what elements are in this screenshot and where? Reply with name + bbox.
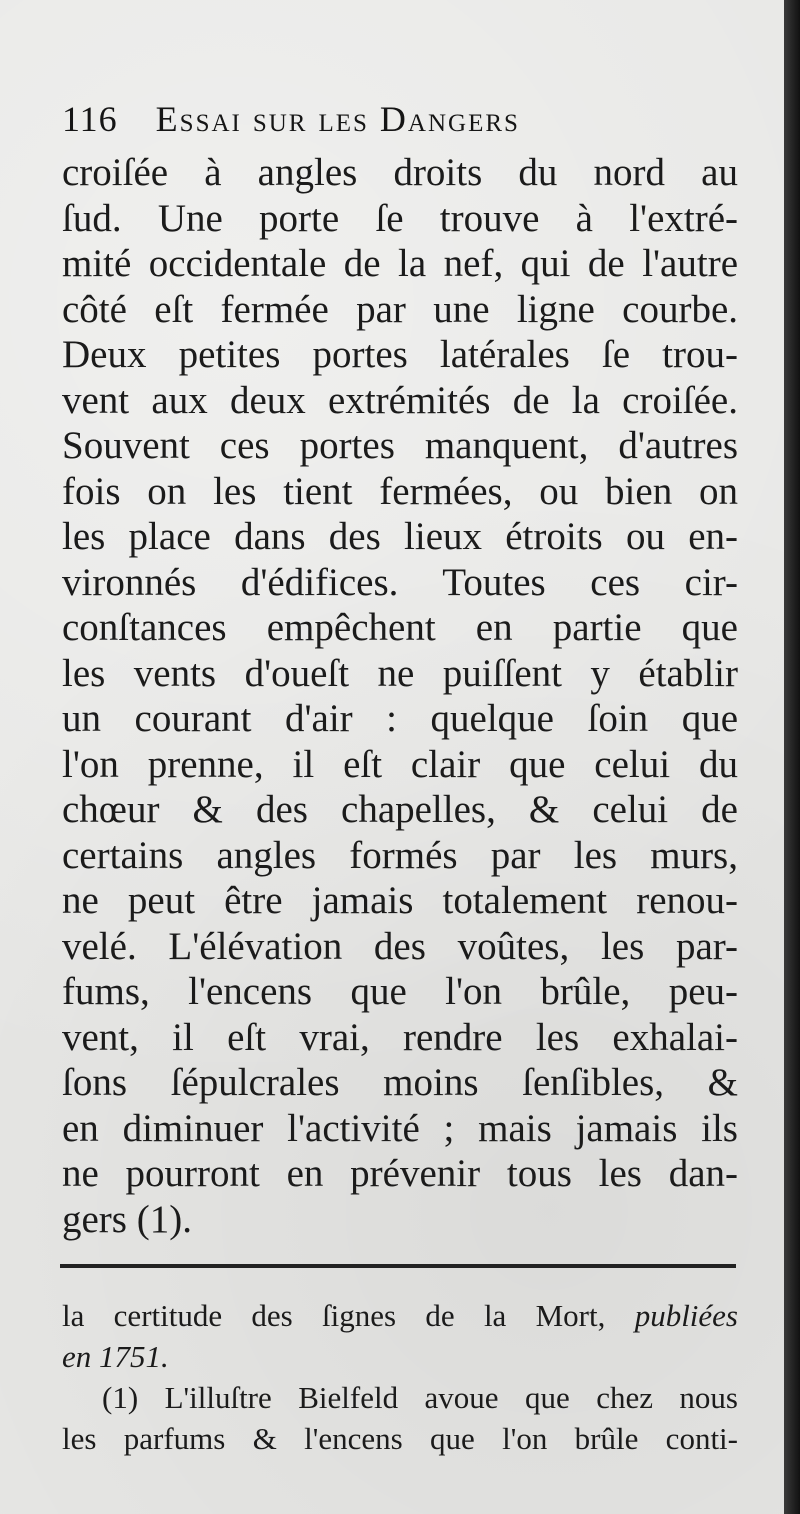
footnote-line	[62, 1336, 738, 1377]
text-line: en diminuer l'activité ; mais jamais ils	[62, 1106, 738, 1150]
text-line: croiſée à angles droits du nord au	[62, 151, 738, 194]
running-title: Essai sur les Dangers	[155, 99, 520, 139]
text-line: un courant d'air : quelque ſoin que	[62, 697, 738, 740]
footnote-text: la certitude des ſignes de la Mort,	[62, 1298, 635, 1333]
footnote-italic-text: publiées	[634, 1298, 738, 1333]
footnotes-block	[62, 1295, 738, 1459]
page-number: 116	[62, 99, 118, 139]
text-line: ne pourront en prévenir tous les dan-	[62, 1152, 738, 1195]
page-header	[62, 98, 742, 146]
footnote-line	[62, 1295, 738, 1336]
text-line: vent aux deux extrémités de la croiſée.	[62, 378, 738, 422]
main-text-block	[62, 150, 738, 1242]
footnote-italic-text: en 1751.	[62, 1339, 169, 1374]
text-line: ſons ſépulcrales moins ſenſibles, &	[62, 1061, 738, 1104]
page-edge-shadow	[784, 0, 800, 1514]
text-line: velé. L'élévation des voûtes, les par-	[62, 924, 738, 968]
text-line: certains angles formés par les murs,	[62, 833, 738, 877]
footnote-divider	[60, 1264, 736, 1268]
footnote-line: les parfums & l'encens que l'on brûle conti-	[62, 1421, 738, 1456]
text-line: vironnés d'édifices. Toutes ces cir-	[62, 560, 738, 604]
text-line: côté eſt fermée par une ligne courbe.	[62, 287, 738, 331]
text-line: chœur & des chapelles, & celui de	[62, 788, 738, 831]
footnote-line: (1) L'illuſtre Bielfeld avoue que chez nous	[102, 1380, 738, 1415]
text-line: les vents d'oueſt ne puiſſent y établir	[62, 651, 738, 695]
text-line: l'on prenne, il eſt clair que celui du	[62, 742, 738, 786]
text-line: fums, l'encens que l'on brûle, peu-	[62, 970, 738, 1013]
text-line: ſud. Une porte ſe trouve à l'extré-	[62, 196, 738, 240]
text-line: conſtances empêchent en partie que	[62, 606, 738, 649]
text-line: les place dans des lieux étroits ou en-	[62, 515, 738, 558]
text-line: Deux petites portes latérales ſe trou-	[62, 333, 738, 376]
text-line: mité occidentale de la nef, qui de l'autre	[62, 242, 738, 285]
text-line: ne peut être jamais totalement renou-	[62, 879, 738, 922]
text-line: fois on les tient fermées, ou bien on	[62, 469, 738, 513]
text-line: gers (1).	[62, 1197, 192, 1241]
text-line: Souvent ces portes manquent, d'autres	[62, 424, 738, 467]
text-line: vent, il eſt vrai, rendre les exhalai-	[62, 1015, 738, 1059]
